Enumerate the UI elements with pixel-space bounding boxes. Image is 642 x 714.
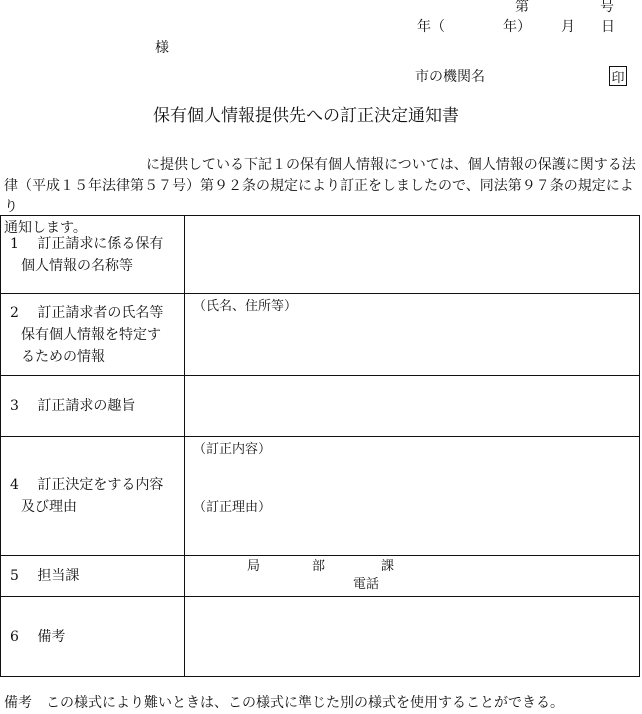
date-day-label: 日	[601, 19, 615, 35]
seal-stamp	[609, 66, 627, 86]
addressee-sama: 様	[155, 40, 169, 56]
row-5-ka: 課	[381, 559, 395, 574]
row-3-label-line-1: 3 訂正請求の趣旨	[10, 398, 136, 414]
row-4-value[interactable]	[185, 437, 640, 556]
row-5-label-line-1: 5 担当課	[10, 568, 80, 584]
row-1-value[interactable]	[185, 216, 640, 294]
row-4-label-line-2: 及び理由	[21, 499, 77, 515]
row-2-value[interactable]	[185, 294, 640, 376]
row-5-kyoku: 局	[247, 559, 261, 574]
row-3-label	[1, 376, 185, 437]
row-5-value[interactable]	[185, 556, 640, 597]
document-title: 保有個人情報提供先への訂正決定通知書	[153, 106, 459, 126]
row-4-label-line-1: 4 訂正決定をする内容	[10, 477, 164, 493]
row-4-value-note-1: （訂正内容）	[193, 442, 272, 457]
row-1	[1, 216, 640, 294]
row-5-label	[1, 556, 185, 597]
seal-text: 印	[611, 70, 625, 86]
row-5-denwa: 電話	[353, 577, 380, 592]
intro-line-1: に提供している下記１の保有個人情報については、個人情報の保護に関する法	[146, 157, 636, 173]
footer-note: 備考 この様式により難いときは、この様式に準じた別の様式を使用することができる。	[4, 695, 564, 711]
date-month-label: 月	[561, 19, 575, 35]
row-2-label-line-2: 保有個人情報を特定す	[21, 326, 161, 343]
row-4	[1, 437, 640, 556]
number-dai-label: 第	[515, 0, 529, 15]
row-6-label-line-1: 6 備考	[10, 628, 66, 645]
intro-line-3: 通知します。	[4, 220, 87, 236]
row-4-value-note-2: （訂正理由）	[193, 500, 272, 515]
row-2-label	[1, 294, 185, 376]
row-3-value[interactable]	[185, 376, 640, 437]
row-2-label-line-3: るための情報	[21, 348, 105, 365]
date-year-close: 年）	[503, 19, 531, 35]
row-2-label-line-1: 2 訂正請求者の氏名等	[10, 304, 164, 321]
row-5-bu: 部	[312, 559, 326, 574]
row-2-value-note: （氏名、住所等）	[193, 299, 298, 314]
intro-line-2: 律（平成１５年法律第５７号）第９２条の規定により訂正をしましたので、同法第９７条の規定により	[4, 178, 634, 215]
row-4-label	[1, 437, 185, 556]
row-3	[1, 376, 640, 437]
row-1-label-line-2: 個人情報の名称等	[21, 257, 133, 274]
row-6-label	[1, 597, 185, 677]
row-1-label	[1, 216, 185, 294]
row-6-value[interactable]	[185, 597, 640, 677]
form-table	[0, 215, 640, 677]
row-1-label-line-1: 1 訂正請求に係る保有	[10, 235, 164, 252]
number-go-label: 号	[600, 0, 614, 15]
issuer-label: 市の機関名	[415, 69, 485, 85]
row-5	[1, 556, 640, 597]
date-year-open: 年（	[417, 19, 445, 35]
row-6	[1, 597, 640, 677]
row-2	[1, 294, 640, 376]
